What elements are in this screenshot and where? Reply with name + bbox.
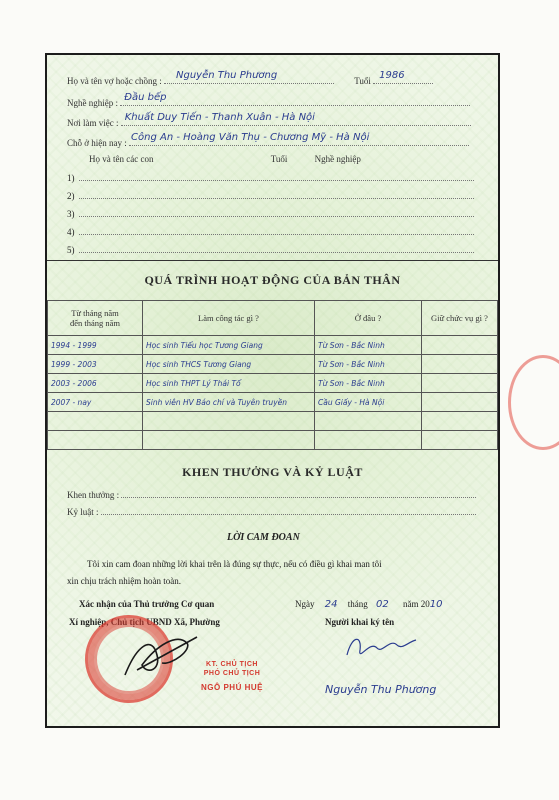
partial-seal-edge	[508, 355, 559, 450]
date-day: 24	[324, 599, 338, 610]
residence-label: Chỗ ở hiện nay :	[67, 138, 127, 148]
divider	[47, 260, 498, 261]
residence-row	[67, 132, 469, 148]
children-age-header: Tuổi	[270, 154, 288, 164]
discipline-title: KHEN THƯỞNG VÀ KỶ LUẬT	[182, 465, 363, 479]
col-place: Ở đâu ?	[315, 301, 422, 336]
age-label: Tuổi	[354, 76, 371, 86]
job-value: Đầu bếp	[124, 92, 167, 103]
official-signature	[117, 625, 207, 685]
col-position: Giữ chức vụ gì ?	[422, 301, 498, 336]
spouse-row	[67, 70, 433, 86]
child-line-5: 5)	[67, 244, 474, 255]
commitment-title: LỜI CAM ĐOAN	[227, 532, 300, 543]
children-name-header: Họ và tên các con	[89, 154, 154, 164]
commitment-text-1: Tôi xin cam đoan những lời khai trên là đúng sự thực, nếu có điều gì khai man tôi	[87, 559, 382, 569]
table-row	[48, 412, 498, 431]
history-header-row	[48, 301, 498, 336]
table-row: 2003 - 2006 Học sinh THPT Lý Thái Tổ Từ Sơn - Bắc Ninh	[48, 374, 498, 393]
work-label: Nơi làm việc :	[67, 118, 119, 128]
table-row	[48, 431, 498, 450]
age-value: 1986	[379, 70, 405, 81]
history-title: QUÁ TRÌNH HOẠT ĐỘNG CỦA BẢN THÂN	[144, 273, 401, 287]
declarant-signature	[342, 630, 422, 670]
date-day-label: Ngày	[295, 599, 315, 609]
stamp-line-2: PHÓ CHỦ TỊCH	[203, 670, 261, 677]
declarant-name: Nguyễn Thu Phương	[325, 683, 437, 696]
job-label: Nghề nghiệp :	[67, 98, 118, 108]
confirm-line-1: Xác nhận của Thủ trưởng Cơ quan	[79, 599, 215, 609]
child-line-1: 1)	[67, 172, 474, 183]
table-row: 1994 - 1999 Học sinh Tiểu học Tương Giang Từ Sơn - Bắc Ninh	[48, 336, 498, 355]
stamp-line-1: KT. CHỦ TỊCH	[206, 661, 258, 668]
children-job-header: Nghề nghiệp	[314, 154, 361, 164]
child-line-4: 4)	[67, 226, 474, 237]
commitment-text-2: xin chịu trách nhiệm hoàn toàn.	[67, 576, 181, 586]
date-row	[295, 599, 442, 610]
child-line-3: 3)	[67, 208, 474, 219]
work-row	[67, 112, 471, 128]
job-row	[67, 92, 470, 108]
discipline-label: Kỷ luật :	[67, 507, 99, 517]
col-work: Làm công tác gì ?	[143, 301, 315, 336]
date-year: 10	[429, 599, 443, 610]
declarant-label: Người khai ký tên	[325, 617, 395, 627]
confirm-line-2: Xí nghiệp, Chủ tịch UBND Xã, Phường	[69, 617, 220, 627]
date-month: 02	[375, 599, 389, 610]
form-page	[45, 53, 500, 728]
date-year-label: năm 20	[402, 599, 430, 609]
date-month-label: tháng	[347, 599, 368, 609]
col-period: Từ tháng năm đến tháng năm	[48, 301, 143, 336]
stamp-name: NGÔ PHÚ HUỆ	[201, 683, 263, 692]
table-row: 1999 - 2003 Học sinh THCS Tương Giang Từ Sơn - Bắc Ninh	[48, 355, 498, 374]
spouse-label: Họ và tên vợ hoặc chồng :	[67, 76, 162, 86]
children-header	[89, 154, 361, 164]
table-row: 2007 - nay Sinh viên HV Báo chí và Tuyên truyền Cầu Giấy - Hà Nội	[48, 393, 498, 412]
reward-row	[67, 489, 476, 500]
reward-label: Khen thưởng :	[67, 490, 120, 500]
history-table	[47, 300, 498, 450]
residence-value: Công An - Hoàng Văn Thụ - Chương Mỹ - Hà Nội	[131, 132, 370, 143]
child-line-2: 2)	[67, 190, 474, 201]
spouse-name: Nguyễn Thu Phương	[175, 70, 278, 81]
discipline-row	[67, 506, 476, 517]
work-value: Khuất Duy Tiến - Thanh Xuân - Hà Nội	[124, 112, 315, 123]
